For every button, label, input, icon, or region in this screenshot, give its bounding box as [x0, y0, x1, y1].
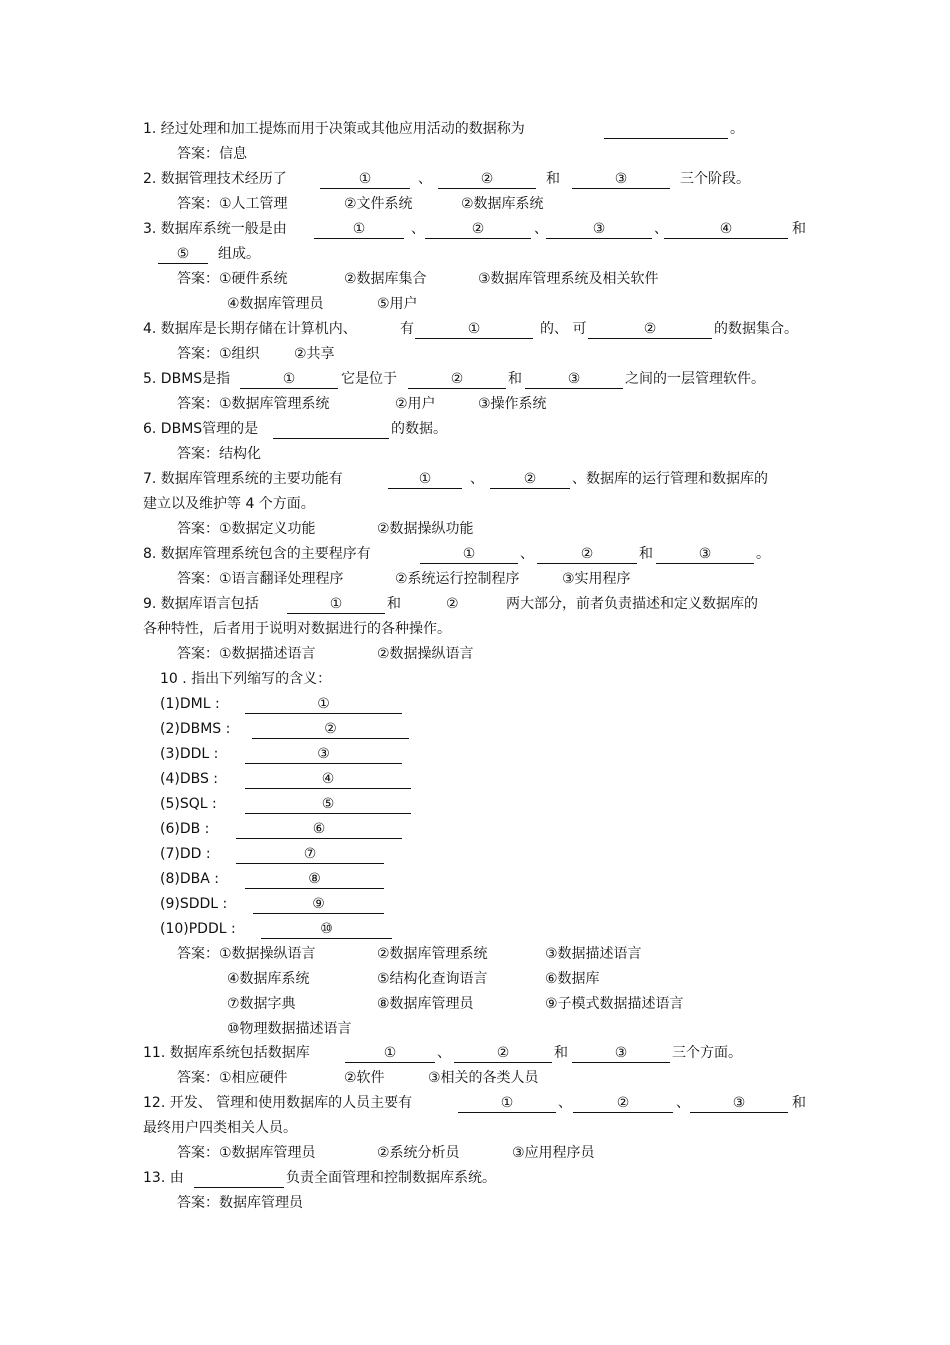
q5-blank-2[interactable]: ②: [408, 371, 506, 389]
q1-blank[interactable]: [604, 121, 728, 139]
q3-answer-2: ②数据库集合: [344, 271, 427, 287]
q7-line-2: 建立以及维护等 4 个方面。: [143, 496, 315, 512]
q8-blank-1[interactable]: ①: [420, 546, 518, 564]
q12-line-2: 最终用户四类相关人员。: [143, 1120, 297, 1136]
q13-blank[interactable]: [194, 1170, 284, 1188]
q12-blank-2[interactable]: ②: [573, 1095, 673, 1113]
q4-blank-2[interactable]: ②: [588, 321, 712, 339]
q10-answer: ⑤结构化查询语言: [377, 971, 488, 987]
q2-blank-3[interactable]: ③: [572, 171, 670, 189]
q12-sep-2: 、: [676, 1095, 690, 1111]
q3-sep-1: 、: [411, 221, 425, 237]
q12-text: 12. 开发、 管理和使用数据库的人员主要有: [143, 1095, 413, 1111]
q11-sep-2: 和: [554, 1045, 568, 1061]
q3-sep-2: 、: [534, 221, 548, 237]
q4-blank-1[interactable]: ①: [415, 321, 533, 339]
q4-text: 4. 数据库是长期存储在计算机内、: [143, 321, 357, 337]
q8-answer-3: ③实用程序: [562, 571, 631, 587]
q4-mid-1: 有: [400, 321, 414, 337]
q5-answer-3: ③操作系统: [478, 396, 547, 412]
q12-answer-2: ②系统分析员: [377, 1145, 460, 1161]
q3-answer-5: ⑤用户: [377, 296, 418, 312]
q10-answer: ④数据库系统: [227, 971, 310, 987]
q10-item-label: (4)DBS :: [160, 771, 219, 787]
q2-sep-1: 、: [418, 171, 432, 187]
q3-answer-1: 答案：①硬件系统: [177, 271, 288, 287]
q10-item-label: (10)PDDL :: [160, 921, 236, 937]
q10-item-blank[interactable]: ⑦: [236, 846, 384, 864]
q7-answer-2: ②数据操纵功能: [377, 521, 474, 537]
q7-blank-1[interactable]: ①: [388, 471, 462, 489]
q11-answer-2: ②软件: [344, 1070, 385, 1086]
q2-text: 2. 数据管理技术经历了: [143, 171, 287, 187]
q10-answer: ⑥数据库: [545, 971, 600, 987]
q13-end: 负责全面管理和控制数据库系统。: [286, 1170, 496, 1186]
q5-text: 5. DBMS是指: [143, 371, 231, 387]
q10-item-blank[interactable]: ①: [245, 696, 402, 714]
q6-blank[interactable]: [273, 421, 389, 439]
q12-blank-1[interactable]: ①: [458, 1095, 556, 1113]
q3-answer-3: ③数据库管理系统及相关软件: [478, 271, 659, 287]
q9-answer-2: ②数据操纵语言: [377, 646, 474, 662]
q5-answer-2: ②用户: [395, 396, 436, 412]
q3-answer-4: ④数据库管理员: [227, 296, 324, 312]
q10-item-blank[interactable]: ⑥: [236, 821, 402, 839]
q3-blank-1[interactable]: ①: [314, 221, 404, 239]
q9-end: 两大部分，前者负责描述和定义数据库的: [506, 596, 758, 612]
q12-end: 和: [792, 1095, 806, 1111]
q3-sep-4: 和: [792, 221, 806, 237]
q8-sep-2: 和: [639, 546, 653, 562]
q12-sep-1: 、: [558, 1095, 572, 1111]
q10-answer: ⑩物理数据描述语言: [227, 1021, 352, 1037]
q5-blank-1[interactable]: ①: [240, 371, 338, 389]
q5-mid-1: 它是位于: [341, 371, 397, 387]
q8-sep-1: 、: [520, 546, 534, 562]
q11-blank-2[interactable]: ②: [454, 1045, 552, 1063]
q5-blank-3[interactable]: ③: [525, 371, 623, 389]
q10-answer: ③数据描述语言: [545, 946, 642, 962]
q8-answer-1: 答案：①语言翻译处理程序: [177, 571, 344, 587]
q9-blank-1[interactable]: ①: [287, 596, 385, 614]
q9-line-2: 各种特性，后者用于说明对数据进行的各种操作。: [143, 621, 451, 637]
q10-item-label: (5)SQL :: [160, 796, 217, 812]
q8-answer-2: ②系统运行控制程序: [395, 571, 520, 587]
q10-answer: ②数据库管理系统: [377, 946, 488, 962]
q8-blank-2[interactable]: ②: [537, 546, 637, 564]
q9-sep-1: 和: [387, 596, 401, 612]
q6-answer: 答案：结构化: [177, 446, 261, 462]
q12-answer-3: ③应用程序员: [512, 1145, 595, 1161]
q9-answer-1: 答案：①数据描述语言: [177, 646, 316, 662]
q13-text: 13. 由: [143, 1170, 184, 1186]
q10-answer: ⑧数据库管理员: [377, 996, 474, 1012]
q11-answer-1: 答案：①相应硬件: [177, 1070, 288, 1086]
q10-item-blank[interactable]: ⑩: [261, 921, 392, 939]
q11-answer-3: ③相关的各类人员: [428, 1070, 539, 1086]
q7-text: 7. 数据库管理系统的主要功能有: [143, 471, 343, 487]
q2-answer-1: 答案：①人工管理: [177, 196, 288, 212]
q10-item-label: (2)DBMS :: [160, 721, 231, 737]
q11-blank-1[interactable]: ①: [345, 1045, 435, 1063]
q5-answer-1: 答案：①数据库管理系统: [177, 396, 330, 412]
q10-item-blank[interactable]: ⑨: [253, 896, 384, 914]
q8-blank-3[interactable]: ③: [656, 546, 754, 564]
q4-answer-2: ②共享: [294, 346, 335, 362]
q2-blank-2[interactable]: ②: [438, 171, 536, 189]
q10-item-label: (9)SDDL :: [160, 896, 228, 912]
q7-blank-2[interactable]: ②: [490, 471, 570, 489]
q3-sep-3: 、: [654, 221, 668, 237]
q10-answer: ⑨子模式数据描述语言: [545, 996, 684, 1012]
q3-text: 3. 数据库系统一般是由: [143, 221, 287, 237]
q13-answer: 答案：数据库管理员: [177, 1195, 303, 1211]
q10-item-label: (7)DD :: [160, 846, 211, 862]
q5-end: 之间的一层管理软件。: [625, 371, 765, 387]
q10-answer: 答案：①数据操纵语言: [177, 946, 316, 962]
q9-blank-2[interactable]: ②: [446, 596, 459, 612]
q6-end: 的数据。: [391, 421, 447, 437]
q11-blank-3[interactable]: ③: [572, 1045, 670, 1063]
q10-text: 10 . 指出下列缩写的含义：: [160, 671, 332, 687]
q10-item-blank[interactable]: ④: [245, 771, 411, 789]
q10-item-label: (6)DB :: [160, 821, 210, 837]
q10-item-blank[interactable]: ⑧: [245, 871, 384, 889]
q4-end: 的数据集合。: [714, 321, 798, 337]
q4-mid-2: 的、 可: [540, 321, 587, 337]
q3-blank-3[interactable]: ③: [546, 221, 652, 239]
q10-item-label: (1)DML :: [160, 696, 220, 712]
q3-blank-4[interactable]: ④: [664, 221, 788, 239]
q7-end: 、数据库的运行管理和数据库的: [572, 471, 768, 487]
q6-text: 6. DBMS管理的是: [143, 421, 259, 437]
q8-text: 8. 数据库管理系统包含的主要程序有: [143, 546, 371, 562]
q7-answer-1: 答案：①数据定义功能: [177, 521, 316, 537]
q5-mid-2: 和: [508, 371, 522, 387]
q7-sep-1: 、: [470, 471, 484, 487]
q1-answer: 答案：信息: [177, 146, 247, 162]
q1-text: 1. 经过处理和加工提炼而用于决策或其他应用活动的数据称为: [143, 121, 525, 137]
q11-text: 11. 数据库系统包括数据库: [143, 1045, 310, 1061]
q9-text: 9. 数据库语言包括: [143, 596, 259, 612]
q11-sep-1: 、: [437, 1045, 451, 1061]
q3-blank-2[interactable]: ②: [425, 221, 531, 239]
q12-answer-1: 答案：①数据库管理员: [177, 1145, 316, 1161]
q4-answer-1: 答案：①组织: [177, 346, 260, 362]
q2-end: 三个阶段。: [680, 171, 750, 187]
q2-blank-1[interactable]: ①: [320, 171, 410, 189]
q10-answer: ⑦数据字典: [227, 996, 296, 1012]
q10-item-label: (8)DBA :: [160, 871, 219, 887]
q12-blank-3[interactable]: ③: [690, 1095, 788, 1113]
q10-item-label: (3)DDL :: [160, 746, 219, 762]
q8-end: 。: [756, 546, 770, 562]
q10-item-blank[interactable]: ③: [245, 746, 402, 764]
q3-blank-5[interactable]: ⑤: [158, 246, 208, 264]
q3-end: 组成。: [218, 246, 260, 262]
q10-item-blank[interactable]: ⑤: [245, 796, 411, 814]
q10-item-blank[interactable]: ②: [252, 721, 409, 739]
q2-answer-3: ②数据库系统: [461, 196, 544, 212]
q2-answer-2: ②文件系统: [344, 196, 413, 212]
q2-sep-2: 和: [546, 171, 560, 187]
q1-end: 。: [730, 121, 744, 137]
q11-end: 三个方面。: [672, 1045, 742, 1061]
